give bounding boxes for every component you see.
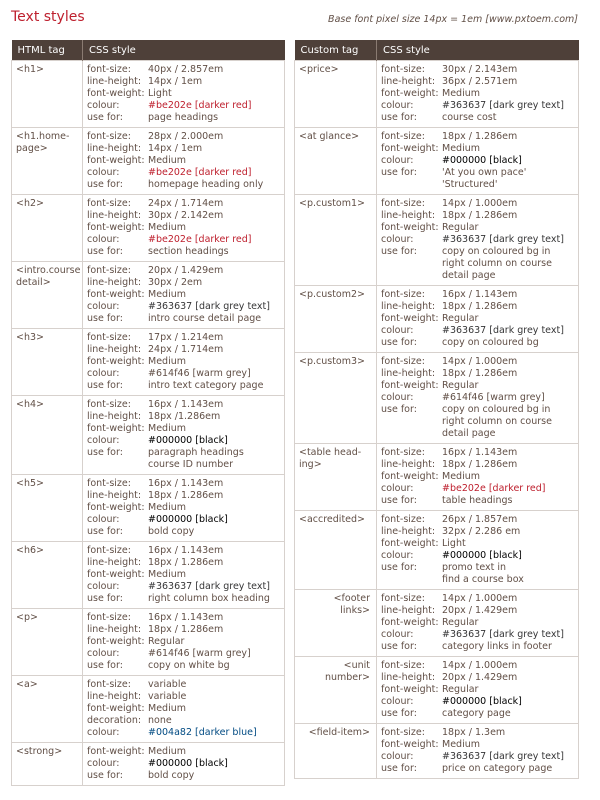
property-label: colour: bbox=[381, 696, 414, 707]
tag-cell bbox=[295, 61, 377, 128]
property-label: line-height: bbox=[87, 490, 142, 501]
column-header-custom-tag: Custom tag bbox=[295, 40, 377, 61]
property-label: use for: bbox=[87, 313, 123, 324]
tag-cell bbox=[12, 743, 83, 786]
column-header-css-style: CSS style bbox=[377, 40, 579, 61]
property-value: 14px / 1.000em bbox=[442, 198, 518, 209]
property-value: none bbox=[148, 715, 172, 726]
tag-name: page> bbox=[16, 143, 48, 154]
tag-name: ing> bbox=[299, 459, 322, 470]
css-style-cell bbox=[83, 475, 285, 542]
css-style-cell bbox=[377, 128, 579, 195]
property-label: line-height: bbox=[381, 672, 436, 683]
css-style-cell bbox=[377, 195, 579, 286]
property-value: price on category page bbox=[442, 763, 553, 774]
tag-name: <accredited> bbox=[299, 514, 365, 525]
property-label: use for: bbox=[381, 167, 417, 178]
property-label: colour: bbox=[87, 435, 120, 446]
tag-cell bbox=[12, 542, 83, 609]
css-style-cell bbox=[83, 329, 285, 396]
property-value: copy on coloured bg in right column on course detail page bbox=[442, 404, 552, 439]
property-value: #000000 [black] bbox=[148, 758, 228, 769]
property-label: font-weight: bbox=[87, 703, 145, 714]
property-label: use for: bbox=[381, 337, 417, 348]
property-label: font-weight: bbox=[381, 143, 439, 154]
property-value: 16px / 1.143em bbox=[148, 545, 224, 556]
property-label: use for: bbox=[381, 562, 417, 573]
property-label: colour: bbox=[87, 100, 120, 111]
property-label: font-size: bbox=[87, 332, 131, 343]
property-value: category links in footer bbox=[442, 641, 552, 652]
property-label: use for: bbox=[87, 770, 123, 781]
property-label: use for: bbox=[87, 447, 123, 458]
property-label: colour: bbox=[87, 368, 120, 379]
property-value: #be202e [darker red] bbox=[148, 167, 252, 178]
tag-name: <h6> bbox=[16, 545, 44, 556]
property-value: 30px / 2.142em bbox=[148, 210, 224, 221]
property-value: 18px / 1.286em bbox=[442, 301, 518, 312]
property-value: 14px / 1em bbox=[148, 76, 203, 87]
property-value: Medium bbox=[148, 289, 186, 300]
property-label: use for: bbox=[87, 593, 123, 604]
property-label: font-weight: bbox=[381, 617, 439, 628]
property-value: #363637 [dark grey text] bbox=[148, 581, 270, 592]
tag-cell bbox=[12, 195, 83, 262]
property-label: font-size: bbox=[87, 545, 131, 556]
property-value: 18px / 1.286em bbox=[442, 459, 518, 470]
property-label: font-size: bbox=[381, 356, 425, 367]
property-value: intro text category page bbox=[148, 380, 264, 391]
property-label: line-height: bbox=[87, 210, 142, 221]
property-label: use for: bbox=[381, 763, 417, 774]
property-value: 16px / 1.143em bbox=[148, 399, 224, 410]
tag-name: detail> bbox=[16, 277, 51, 288]
css-style-cell bbox=[377, 61, 579, 128]
tag-cell bbox=[12, 329, 83, 396]
property-value: 18px / 1.286em bbox=[148, 490, 224, 501]
tag-name: number> bbox=[324, 672, 370, 683]
property-label: decoration: bbox=[87, 715, 142, 726]
property-value: 14px / 1em bbox=[148, 143, 203, 154]
property-label: line-height: bbox=[87, 557, 142, 568]
table-row bbox=[12, 475, 285, 542]
property-value: #be202e [darker red] bbox=[148, 100, 252, 111]
property-value: #363637 [dark grey text] bbox=[442, 629, 564, 640]
tag-name: <footer bbox=[333, 593, 370, 604]
property-value: variable bbox=[148, 691, 187, 702]
property-value: Medium bbox=[442, 471, 480, 482]
table-row bbox=[12, 396, 285, 475]
property-value: #363637 [dark grey text] bbox=[148, 301, 270, 312]
table-row bbox=[12, 743, 285, 786]
property-value: variable bbox=[148, 679, 187, 690]
tag-name: <intro.course bbox=[16, 265, 81, 276]
property-label: line-height: bbox=[87, 411, 142, 422]
page-subtitle: Base font pixel size 14px = 1em [www.pxtoem.com] bbox=[328, 14, 578, 25]
property-value: section headings bbox=[148, 246, 229, 257]
property-label: font-weight: bbox=[87, 423, 145, 434]
css-style-cell bbox=[377, 444, 579, 511]
tag-cell bbox=[295, 195, 377, 286]
css-style-cell bbox=[83, 542, 285, 609]
property-label: line-height: bbox=[381, 210, 436, 221]
property-label: line-height: bbox=[381, 368, 436, 379]
property-label: font-weight: bbox=[87, 636, 145, 647]
property-value: 30px / 2.143em bbox=[442, 64, 518, 75]
property-label: line-height: bbox=[381, 459, 436, 470]
property-label: font-weight: bbox=[87, 356, 145, 367]
css-style-cell bbox=[83, 743, 285, 786]
property-value: 16px / 1.143em bbox=[148, 478, 224, 489]
property-label: font-size: bbox=[87, 198, 131, 209]
property-label: line-height: bbox=[87, 277, 142, 288]
property-value: copy on coloured bg bbox=[442, 337, 539, 348]
property-label: colour: bbox=[381, 629, 414, 640]
tag-cell bbox=[295, 590, 377, 657]
property-label: font-size: bbox=[87, 679, 131, 690]
property-value: 16px / 1.143em bbox=[442, 289, 518, 300]
property-label: font-size: bbox=[381, 198, 425, 209]
tag-name: <p.custom3> bbox=[299, 356, 365, 367]
tag-cell bbox=[295, 511, 377, 590]
property-label: font-weight: bbox=[87, 746, 145, 757]
css-style-cell bbox=[83, 396, 285, 475]
property-value: Medium bbox=[442, 88, 480, 99]
tag-cell bbox=[295, 657, 377, 724]
tag-name: <strong> bbox=[16, 746, 63, 757]
property-label: font-size: bbox=[381, 447, 425, 458]
table-row bbox=[12, 61, 285, 128]
property-value: 18px / 1.286em bbox=[442, 210, 518, 221]
table-row bbox=[295, 286, 579, 353]
property-label: font-size: bbox=[87, 478, 131, 489]
property-label: font-weight: bbox=[381, 313, 439, 324]
property-value: #be202e [darker red] bbox=[442, 483, 546, 494]
tag-cell bbox=[12, 609, 83, 676]
tag-name: <h5> bbox=[16, 478, 44, 489]
property-value: category page bbox=[442, 708, 511, 719]
property-label: font-size: bbox=[381, 64, 425, 75]
property-value: #614f46 [warm grey] bbox=[148, 368, 251, 379]
property-value: 24px / 1.714em bbox=[148, 198, 224, 209]
table-row bbox=[12, 542, 285, 609]
property-value: bold copy bbox=[148, 526, 195, 537]
property-label: font-weight: bbox=[87, 502, 145, 513]
property-label: colour: bbox=[87, 727, 120, 738]
tag-name: <price> bbox=[299, 64, 339, 75]
property-label: colour: bbox=[381, 392, 414, 403]
property-value: Medium bbox=[442, 143, 480, 154]
property-value: bold copy bbox=[148, 770, 195, 781]
table-row bbox=[295, 195, 579, 286]
property-label: colour: bbox=[87, 758, 120, 769]
tag-cell bbox=[12, 262, 83, 329]
property-label: use for: bbox=[87, 179, 123, 190]
property-value: #363637 [dark grey text] bbox=[442, 325, 564, 336]
property-label: line-height: bbox=[87, 691, 142, 702]
property-label: colour: bbox=[87, 514, 120, 525]
property-value: 18px / 1.286em bbox=[442, 368, 518, 379]
tag-name: links> bbox=[340, 605, 370, 616]
property-value: #614f46 [warm grey] bbox=[442, 392, 545, 403]
property-label: font-size: bbox=[87, 131, 131, 142]
property-value: 18px / 1.3em bbox=[442, 727, 506, 738]
property-value: #000000 [black] bbox=[442, 696, 522, 707]
property-value: 18px /1.286em bbox=[148, 411, 221, 422]
column-header-html-tag: HTML tag bbox=[12, 40, 83, 61]
property-label: font-size: bbox=[381, 131, 425, 142]
property-value: Medium bbox=[148, 502, 186, 513]
tag-cell bbox=[295, 353, 377, 444]
property-label: colour: bbox=[87, 167, 120, 178]
table-row bbox=[295, 511, 579, 590]
property-label: line-height: bbox=[87, 76, 142, 87]
property-label: font-weight: bbox=[87, 289, 145, 300]
property-value: #000000 [black] bbox=[442, 550, 522, 561]
property-label: use for: bbox=[87, 380, 123, 391]
table-row bbox=[12, 128, 285, 195]
property-value: Medium bbox=[148, 703, 186, 714]
property-value: right column box heading bbox=[148, 593, 270, 604]
property-label: font-weight: bbox=[381, 739, 439, 750]
property-label: use for: bbox=[87, 246, 123, 257]
property-label: use for: bbox=[381, 404, 417, 415]
tag-name: <a> bbox=[16, 679, 38, 690]
table-row bbox=[295, 724, 579, 779]
property-value: 16px / 1.143em bbox=[148, 612, 224, 623]
property-value: #004a82 [darker blue] bbox=[148, 727, 257, 738]
property-value: Medium bbox=[148, 423, 186, 434]
property-label: colour: bbox=[87, 301, 120, 312]
tag-cell bbox=[12, 396, 83, 475]
property-label: font-size: bbox=[87, 265, 131, 276]
table-row bbox=[295, 353, 579, 444]
property-value: course cost bbox=[442, 112, 497, 123]
property-value: #000000 [black] bbox=[148, 435, 228, 446]
tag-cell bbox=[295, 128, 377, 195]
tag-name: <h3> bbox=[16, 332, 44, 343]
property-label: use for: bbox=[381, 708, 417, 719]
tag-name: <p> bbox=[16, 612, 38, 623]
property-label: font-size: bbox=[87, 64, 131, 75]
property-label: line-height: bbox=[87, 624, 142, 635]
css-style-cell bbox=[83, 195, 285, 262]
property-label: colour: bbox=[87, 234, 120, 245]
property-label: font-size: bbox=[381, 727, 425, 738]
property-value: 'At you own pace' 'Structured' bbox=[442, 167, 527, 190]
property-label: font-weight: bbox=[87, 88, 145, 99]
tag-name: <h1.home- bbox=[16, 131, 70, 142]
property-value: Medium bbox=[148, 356, 186, 367]
property-label: use for: bbox=[381, 641, 417, 652]
property-value: 20px / 1.429em bbox=[442, 672, 518, 683]
css-style-cell bbox=[83, 262, 285, 329]
tag-name: <h1> bbox=[16, 64, 44, 75]
property-label: colour: bbox=[381, 234, 414, 245]
property-value: copy on coloured bg in right column on course detail page bbox=[442, 246, 552, 281]
property-label: font-weight: bbox=[381, 538, 439, 549]
tag-name: <field-item> bbox=[308, 727, 370, 738]
property-value: 18px / 1.286em bbox=[442, 131, 518, 142]
property-label: font-size: bbox=[381, 514, 425, 525]
property-label: font-size: bbox=[381, 593, 425, 604]
property-value: promo text in find a course box bbox=[442, 562, 524, 585]
property-label: font-weight: bbox=[87, 569, 145, 580]
property-value: 20px / 1.429em bbox=[442, 605, 518, 616]
property-label: use for: bbox=[381, 246, 417, 257]
property-value: Medium bbox=[148, 222, 186, 233]
css-style-cell bbox=[377, 286, 579, 353]
property-value: Medium bbox=[442, 739, 480, 750]
property-label: line-height: bbox=[381, 605, 436, 616]
property-value: Regular bbox=[442, 380, 479, 391]
css-style-cell bbox=[377, 590, 579, 657]
property-label: font-weight: bbox=[381, 471, 439, 482]
property-label: use for: bbox=[87, 112, 123, 123]
css-style-cell bbox=[83, 128, 285, 195]
property-label: use for: bbox=[381, 495, 417, 506]
property-label: line-height: bbox=[381, 301, 436, 312]
table-row bbox=[12, 609, 285, 676]
tag-cell bbox=[295, 286, 377, 353]
table-row bbox=[12, 195, 285, 262]
property-label: font-weight: bbox=[381, 222, 439, 233]
tag-cell bbox=[295, 724, 377, 779]
property-value: 32px / 2.286 em bbox=[442, 526, 521, 537]
tag-cell bbox=[12, 61, 83, 128]
property-value: #000000 [black] bbox=[442, 155, 522, 166]
property-value: page headings bbox=[148, 112, 219, 123]
html-tags-table bbox=[11, 40, 285, 786]
property-label: font-size: bbox=[381, 660, 425, 671]
css-style-cell bbox=[83, 61, 285, 128]
property-value: Regular bbox=[148, 636, 185, 647]
tag-name: <h4> bbox=[16, 399, 44, 410]
property-value: 30px / 2em bbox=[148, 277, 203, 288]
property-value: paragraph headings course ID number bbox=[148, 447, 244, 470]
property-label: font-weight: bbox=[381, 380, 439, 391]
property-label: line-height: bbox=[381, 526, 436, 537]
custom-tags-table bbox=[294, 40, 579, 779]
property-value: 24px / 1.714em bbox=[148, 344, 224, 355]
property-value: 20px / 1.429em bbox=[148, 265, 224, 276]
property-value: table headings bbox=[442, 495, 513, 506]
property-value: #363637 [dark grey text] bbox=[442, 751, 564, 762]
property-label: colour: bbox=[381, 550, 414, 561]
property-value: #be202e [darker red] bbox=[148, 234, 252, 245]
css-style-cell bbox=[83, 609, 285, 676]
property-label: use for: bbox=[381, 112, 417, 123]
table-row bbox=[12, 676, 285, 743]
property-value: 18px / 1.286em bbox=[148, 557, 224, 568]
property-value: Medium bbox=[148, 746, 186, 757]
property-label: line-height: bbox=[87, 143, 142, 154]
property-label: font-weight: bbox=[87, 222, 145, 233]
tag-name: <at glance> bbox=[299, 131, 360, 142]
table-row bbox=[12, 329, 285, 396]
css-style-cell bbox=[377, 511, 579, 590]
property-label: font-size: bbox=[381, 289, 425, 300]
property-value: #614f46 [warm grey] bbox=[148, 648, 251, 659]
property-label: colour: bbox=[381, 155, 414, 166]
tag-name: <table head- bbox=[299, 447, 362, 458]
property-label: font-size: bbox=[87, 399, 131, 410]
tag-name: <p.custom1> bbox=[299, 198, 365, 209]
tag-name: <p.custom2> bbox=[299, 289, 365, 300]
page-title: Text styles bbox=[11, 9, 85, 25]
property-label: colour: bbox=[381, 483, 414, 494]
tag-cell bbox=[295, 444, 377, 511]
property-value: 26px / 1.857em bbox=[442, 514, 518, 525]
property-value: intro course detail page bbox=[148, 313, 262, 324]
table-row bbox=[295, 61, 579, 128]
column-header-css-style: CSS style bbox=[83, 40, 285, 61]
table-row bbox=[295, 590, 579, 657]
property-value: #363637 [dark grey text] bbox=[442, 100, 564, 111]
property-value: Light bbox=[148, 88, 172, 99]
tag-name: <h2> bbox=[16, 198, 44, 209]
property-value: homepage heading only bbox=[148, 179, 264, 190]
property-value: Medium bbox=[148, 155, 186, 166]
property-value: 36px / 2.571em bbox=[442, 76, 518, 87]
property-value: Regular bbox=[442, 617, 479, 628]
property-value: 28px / 2.000em bbox=[148, 131, 224, 142]
property-value: Regular bbox=[442, 313, 479, 324]
property-value: Light bbox=[442, 538, 466, 549]
css-style-cell bbox=[377, 353, 579, 444]
tag-name: <unit bbox=[343, 660, 370, 671]
property-value: #000000 [black] bbox=[148, 514, 228, 525]
property-label: colour: bbox=[381, 325, 414, 336]
table-row bbox=[12, 262, 285, 329]
property-value: 14px / 1.000em bbox=[442, 660, 518, 671]
property-value: Regular bbox=[442, 684, 479, 695]
property-label: line-height: bbox=[87, 344, 142, 355]
property-value: 14px / 1.000em bbox=[442, 593, 518, 604]
table-row bbox=[295, 444, 579, 511]
css-style-cell bbox=[377, 724, 579, 779]
property-label: font-size: bbox=[87, 612, 131, 623]
property-label: colour: bbox=[87, 581, 120, 592]
property-value: 17px / 1.214em bbox=[148, 332, 224, 343]
property-label: colour: bbox=[381, 751, 414, 762]
property-value: 16px / 1.143em bbox=[442, 447, 518, 458]
css-style-cell bbox=[83, 676, 285, 743]
property-label: colour: bbox=[381, 100, 414, 111]
property-value: 40px / 2.857em bbox=[148, 64, 224, 75]
tag-cell bbox=[12, 475, 83, 542]
property-label: line-height: bbox=[381, 76, 436, 87]
property-value: copy on white bg bbox=[148, 660, 230, 671]
property-value: Regular bbox=[442, 222, 479, 233]
property-value: Medium bbox=[148, 569, 186, 580]
property-value: 18px / 1.286em bbox=[148, 624, 224, 635]
property-value: 14px / 1.000em bbox=[442, 356, 518, 367]
property-label: font-weight: bbox=[381, 684, 439, 695]
property-label: font-weight: bbox=[381, 88, 439, 99]
property-label: colour: bbox=[87, 648, 120, 659]
tag-cell bbox=[12, 128, 83, 195]
property-label: use for: bbox=[87, 526, 123, 537]
table-row bbox=[295, 128, 579, 195]
css-style-cell bbox=[377, 657, 579, 724]
property-label: font-weight: bbox=[87, 155, 145, 166]
tag-cell bbox=[12, 676, 83, 743]
table-row bbox=[295, 657, 579, 724]
property-label: use for: bbox=[87, 660, 123, 671]
property-value: #363637 [dark grey text] bbox=[442, 234, 564, 245]
